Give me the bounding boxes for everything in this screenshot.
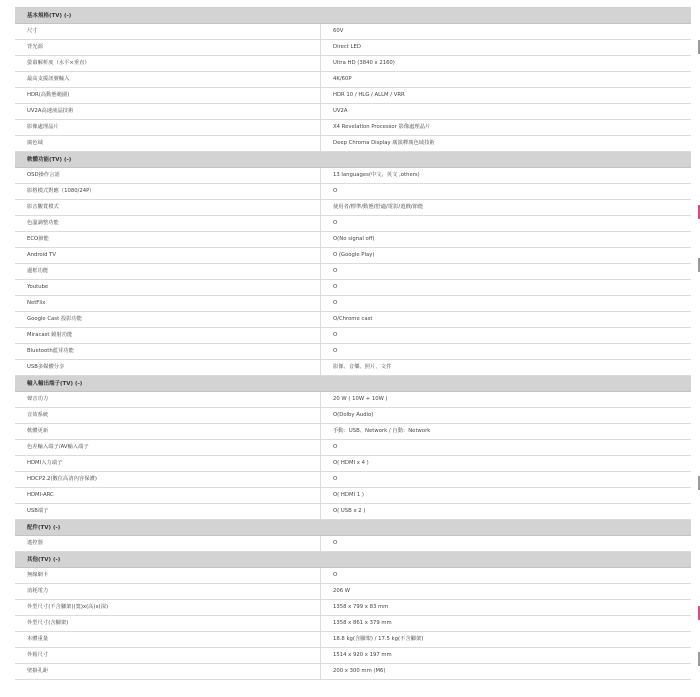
spec-row [15,40,691,56]
spec-value: O [333,476,338,482]
spec-value: O [333,268,338,274]
spec-row [15,232,691,248]
spec-label: HDR(高動態範圍) [15,88,321,103]
spec-row [15,456,691,472]
spec-row [15,632,691,648]
spec-value: O( USB x 2 ) [333,508,366,514]
spec-row [15,472,691,488]
spec-label: 消耗電力 [15,584,321,599]
spec-value: 60V [333,28,344,34]
spec-value: O(No signal off) [333,236,375,242]
spec-value: O [333,332,338,338]
spec-value: O (Google Play) [333,252,375,258]
spec-label: USB端子 [15,504,321,519]
spec-label: 螢幕解析度（水平×垂直） [15,56,321,71]
spec-row [15,216,691,232]
spec-value: 手動：USB、Network / 自動：Network [333,428,431,434]
section-header[interactable]: 基本規格(TV) (-) [15,8,691,24]
spec-value: O [333,444,338,450]
spec-row [15,72,691,88]
spec-value: 1514 x 920 x 197 mm [333,652,392,658]
spec-label: 色差輸入端子/AV輸入端子 [15,440,321,455]
spec-value: 4K/60P [333,76,352,82]
spec-value: Ultra HD (3840 x 2160) [333,60,395,66]
spec-value: 使用者/標準/動態/舒適/電影/遊戲/節能 [333,204,424,210]
spec-value: O [333,348,338,354]
spec-value: O [333,284,338,290]
spec-value: 影像、音樂、照片、文件 [333,364,392,370]
spec-row [15,296,691,312]
spec-value: UV2A [333,108,348,114]
spec-label: 外型尺寸(不含腳架)(寬)x(高)x(深) [15,600,321,615]
spec-row [15,600,691,616]
spec-row [15,328,691,344]
spec-label: 音效系統 [15,408,321,423]
spec-value: O [333,572,338,578]
spec-row [15,408,691,424]
spec-label: 外箱尺寸 [15,648,321,663]
spec-label: Miracast 鏡射功能 [15,328,321,343]
spec-label: USB多媒體分享 [15,360,321,375]
spec-value: 1358 x 799 x 83 mm [333,604,389,610]
spec-label: Youtube [15,280,321,295]
spec-row [15,424,691,440]
spec-value: O( HDMI 1 ) [333,492,364,498]
spec-label: 最高支援訊號輸入 [15,72,321,87]
spec-label: 軟體更新 [15,424,321,439]
spec-value: 1358 x 861 x 379 mm [333,620,392,626]
spec-row [15,184,691,200]
spec-label: 廣色域 [15,136,321,151]
spec-row [15,648,691,664]
spec-label: Android TV [15,248,321,263]
spec-label: 影像處理晶片 [15,120,321,135]
spec-row [15,56,691,72]
spec-table [15,7,691,680]
section-header[interactable]: 配件(TV) (-) [15,520,691,536]
spec-row [15,616,691,632]
spec-row [15,24,691,40]
spec-value: O [333,300,338,306]
spec-label: 邊框功能 [15,264,321,279]
spec-label: 影格模式對應（1080/24P） [15,184,321,199]
spec-row [15,360,691,376]
spec-value: O [333,188,338,194]
spec-row [15,568,691,584]
spec-label: 無線網卡 [15,568,321,583]
spec-value: X4 Revelation Processor 影像處理晶片 [333,124,431,130]
spec-row [15,344,691,360]
spec-label: 壁掛孔距 [15,664,321,679]
spec-value: Direct LED [333,44,361,50]
section-header[interactable]: 輸入輸出端子(TV) (-) [15,376,691,392]
spec-row [15,264,691,280]
spec-row [15,248,691,264]
spec-row [15,664,691,680]
spec-row [15,392,691,408]
spec-value: O [333,540,338,546]
spec-row [15,120,691,136]
spec-label: 背光源 [15,40,321,55]
spec-value: 13 languages(中文、英文 ,others) [333,172,420,178]
spec-value: 18.8 kg(含腳架) / 17.5 kg(不含腳架) [333,636,424,642]
spec-label: HDCP2.2(數位高清內容保護) [15,472,321,487]
spec-label: 尺寸 [15,24,321,39]
spec-label: Google Cast 投影功能 [15,312,321,327]
spec-row [15,104,691,120]
spec-value: Deep Chroma Display 廣演釋廣色域技術 [333,140,435,146]
spec-label: 影音觀賞模式 [15,200,321,215]
spec-label: ECO節能 [15,232,321,247]
spec-value: 200 x 300 mm (M6) [333,668,386,674]
spec-row [15,488,691,504]
spec-row [15,280,691,296]
spec-label: 聲音功力 [15,392,321,407]
spec-row [15,584,691,600]
spec-row [15,440,691,456]
spec-row [15,136,691,152]
spec-label: 色溫調整功能 [15,216,321,231]
spec-value: 206 W [333,588,351,594]
spec-row [15,88,691,104]
spec-label: UV2A高速液晶技術 [15,104,321,119]
spec-label: 本體重量 [15,632,321,647]
spec-label: 外型尺寸(含腳架) [15,616,321,631]
spec-value: O( HDMI x 4 ) [333,460,369,466]
spec-label: OSD操作言語 [15,168,321,183]
spec-label: HDMI入力端子 [15,456,321,471]
spec-value: HDR 10 / HLG / ALLM / VRR [333,92,405,98]
spec-row [15,536,691,552]
spec-row [15,200,691,216]
section-header[interactable]: 軟體功能(TV) (-) [15,152,691,168]
spec-row [15,168,691,184]
spec-value: O/Chrome cast [333,316,373,322]
spec-value: 20 W ( 10W + 10W ) [333,396,388,402]
section-header[interactable]: 其他(TV) (-) [15,552,691,568]
spec-label: 遙控器 [15,536,321,551]
spec-label: NetFlix [15,296,321,311]
spec-row [15,312,691,328]
spec-row [15,504,691,520]
spec-value: O(Dolby Audio) [333,412,374,418]
spec-value: O [333,220,338,226]
spec-label: Bluetooth藍芽功能 [15,344,321,359]
spec-label: HDMI-ARC [15,488,321,503]
